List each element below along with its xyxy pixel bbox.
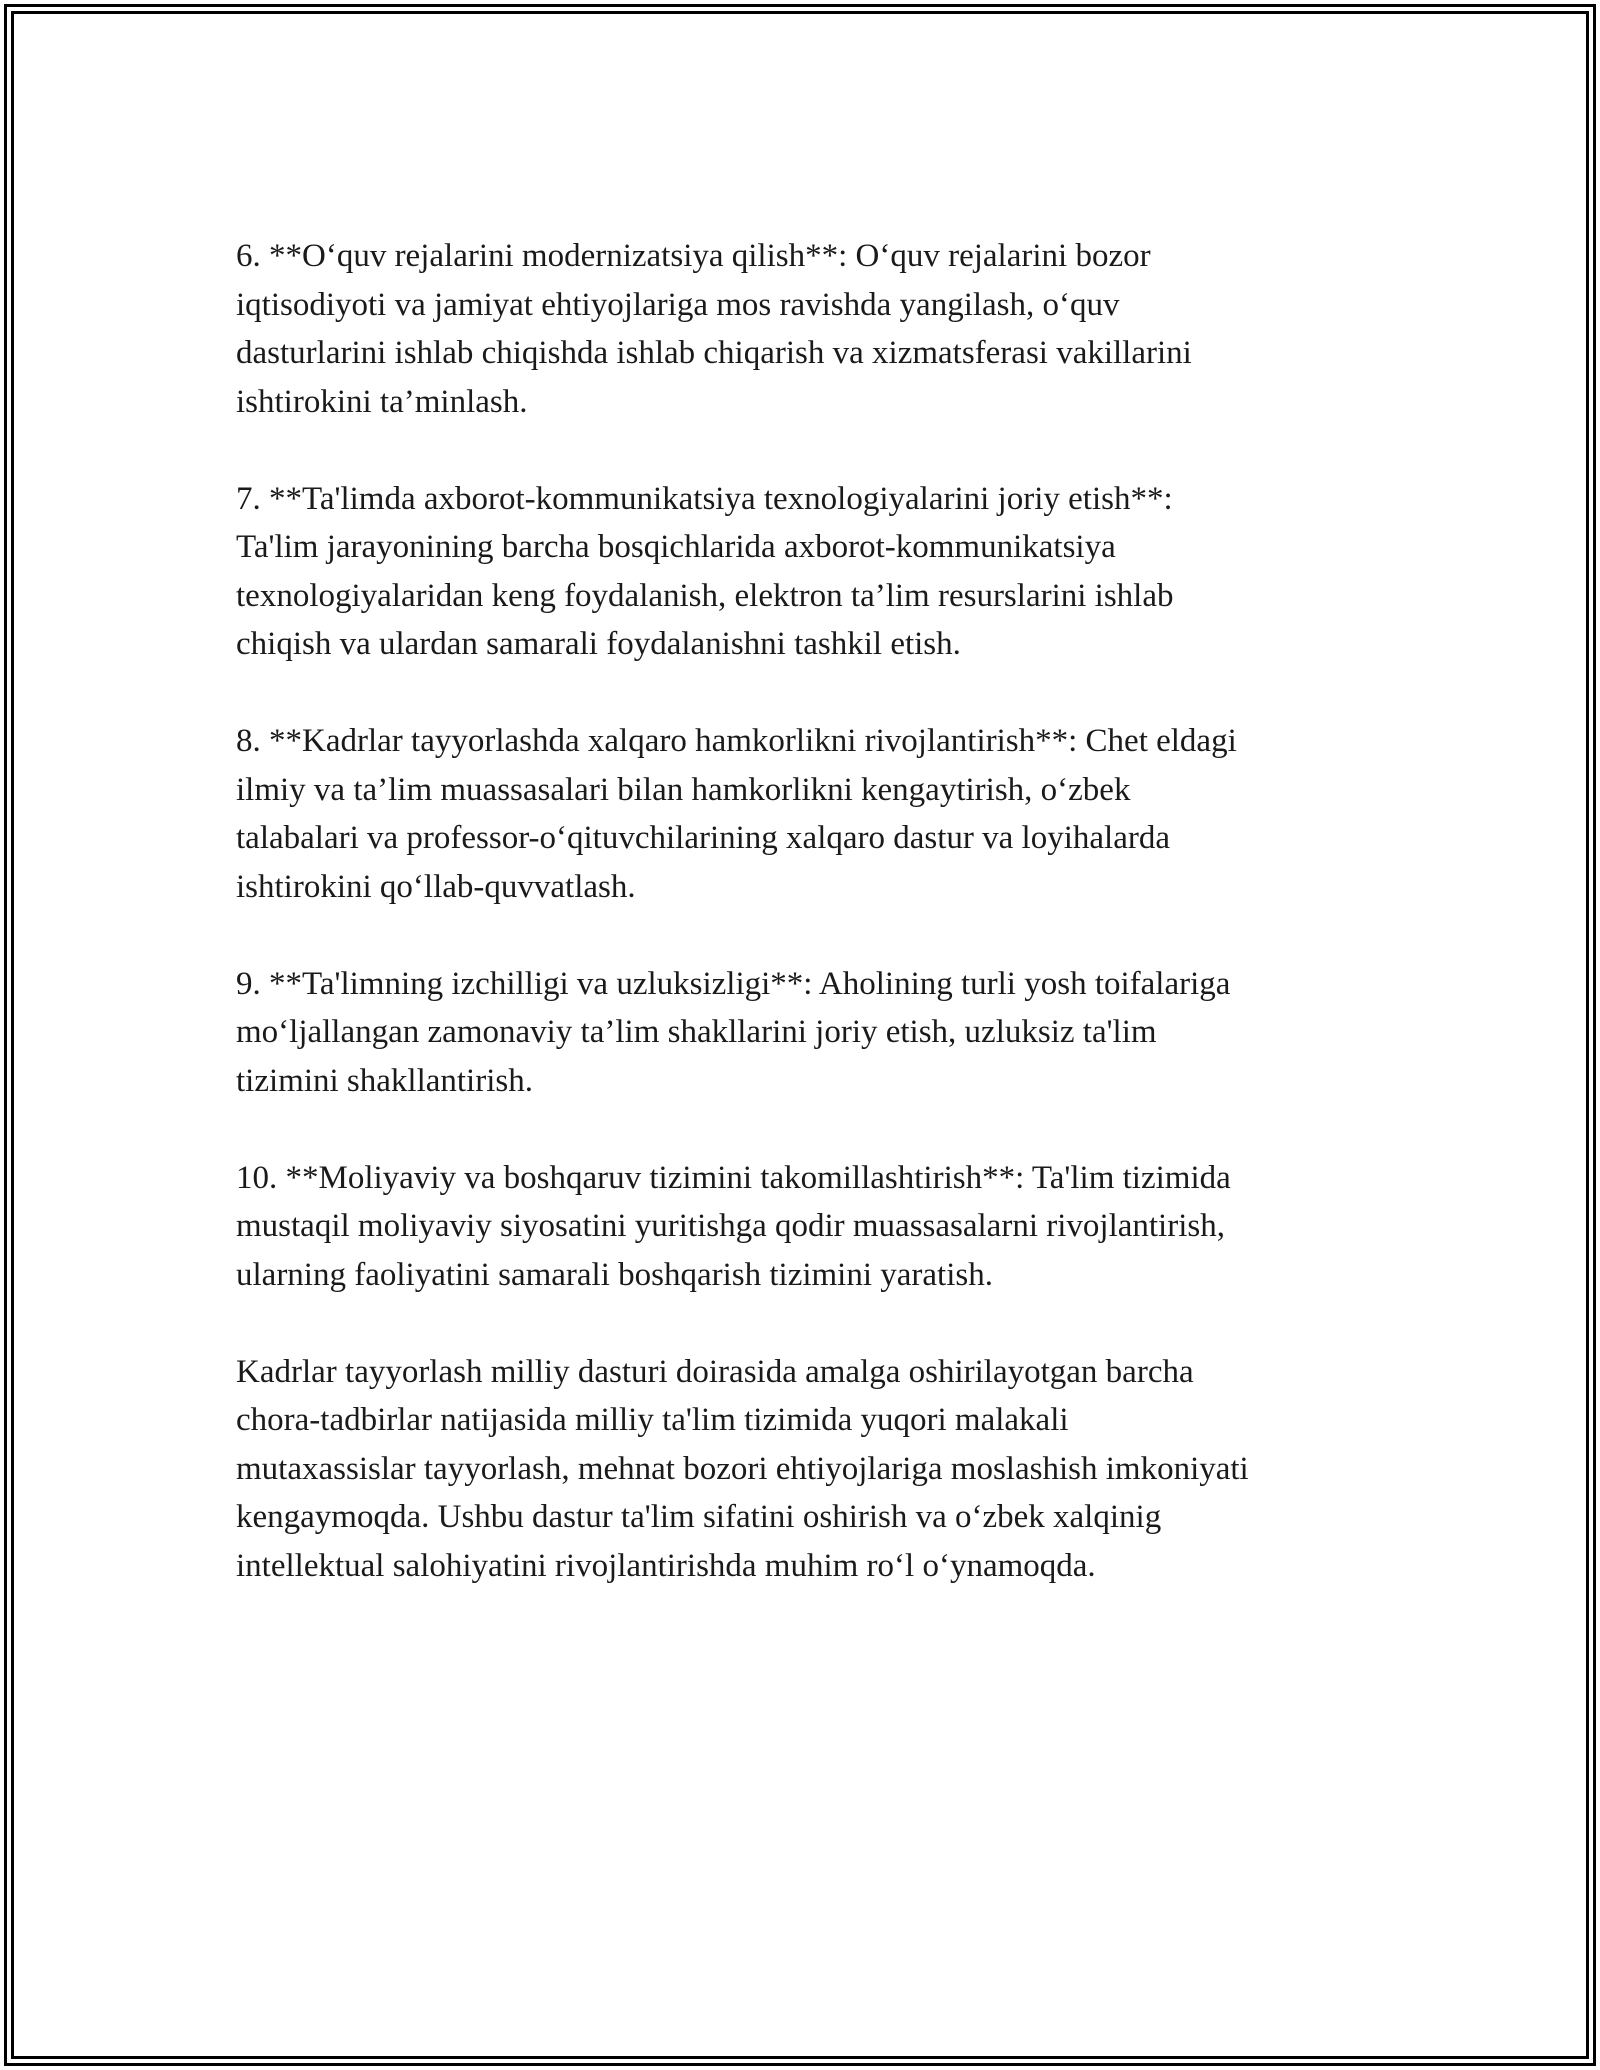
list-item-9: 9. **Ta'limning izchilligi va uzluksizligi**: Aholining turli yosh toifalariga mo‘ljallangan zamonaviy ta’lim shakllarini joriy etish, uzluksiz ta'lim tizimini shakllantirish. [236, 965, 1231, 1099]
list-item-10: 10. **Moliyaviy va boshqaruv tizimini takomillashtirish**: Ta'lim tizimida mustaqil moliyaviy siyosatini yuritishga qodir muassasalarni rivojlantirish, ularning faoliyatini samarali boshqarish tizimini yaratish. [236, 1159, 1231, 1293]
list-item-8: 8. **Kadrlar tayyorlashda xalqaro hamkorlikni rivojlantirish**: Chet eldagi ilmiy va ta’lim muassasalari bilan hamkorlikni kengaytirish, o‘zbek talabalari va professor-o‘qituvchilarining xalqaro dastur va loyihalarda ishtirokini qo‘llab-quvvatlash. [236, 723, 1237, 905]
list-item-6: 6. **O‘quv rejalarini modernizatsiya qilish**: O‘quv rejalarini bozor iqtisodiyoti va jamiyat ehtiyojlariga mos ravishda yangilash, o‘quv dasturlarini ishlab chiqishda ishlab chiqarish va xizmatsferasi vakillarini ishtirokini ta’minlash. [236, 238, 1192, 420]
document-body [236, 232, 1376, 1639]
list-item-7: 7. **Ta'limda axborot-kommunikatsiya texnologiyalarini joriy etish**: Ta'lim jarayonining barcha bosqichlarida axborot-kommunikatsiya texnologiyalaridan keng foydalanish, elektron ta’lim resurslarini ishlab chiqish va ulardan samarali foydalanishni tashkil etish. [236, 480, 1174, 662]
conclusion-paragraph: Kadrlar tayyorlash milliy dasturi doirasida amalga oshirilayotgan barcha chora-tadbirlar natijasida milliy ta'lim tizimida yuqori malakali mutaxassislar tayyorlash, mehnat bozori ehtiyojlariga moslashish imkoniyati kengaymoqda. Ushbu dastur ta'lim sifatini oshirish va o‘zbek xalqinig intellektual salohiyatini rivojlantirishda muhim ro‘l o‘ynamoqda. [236, 1353, 1249, 1584]
